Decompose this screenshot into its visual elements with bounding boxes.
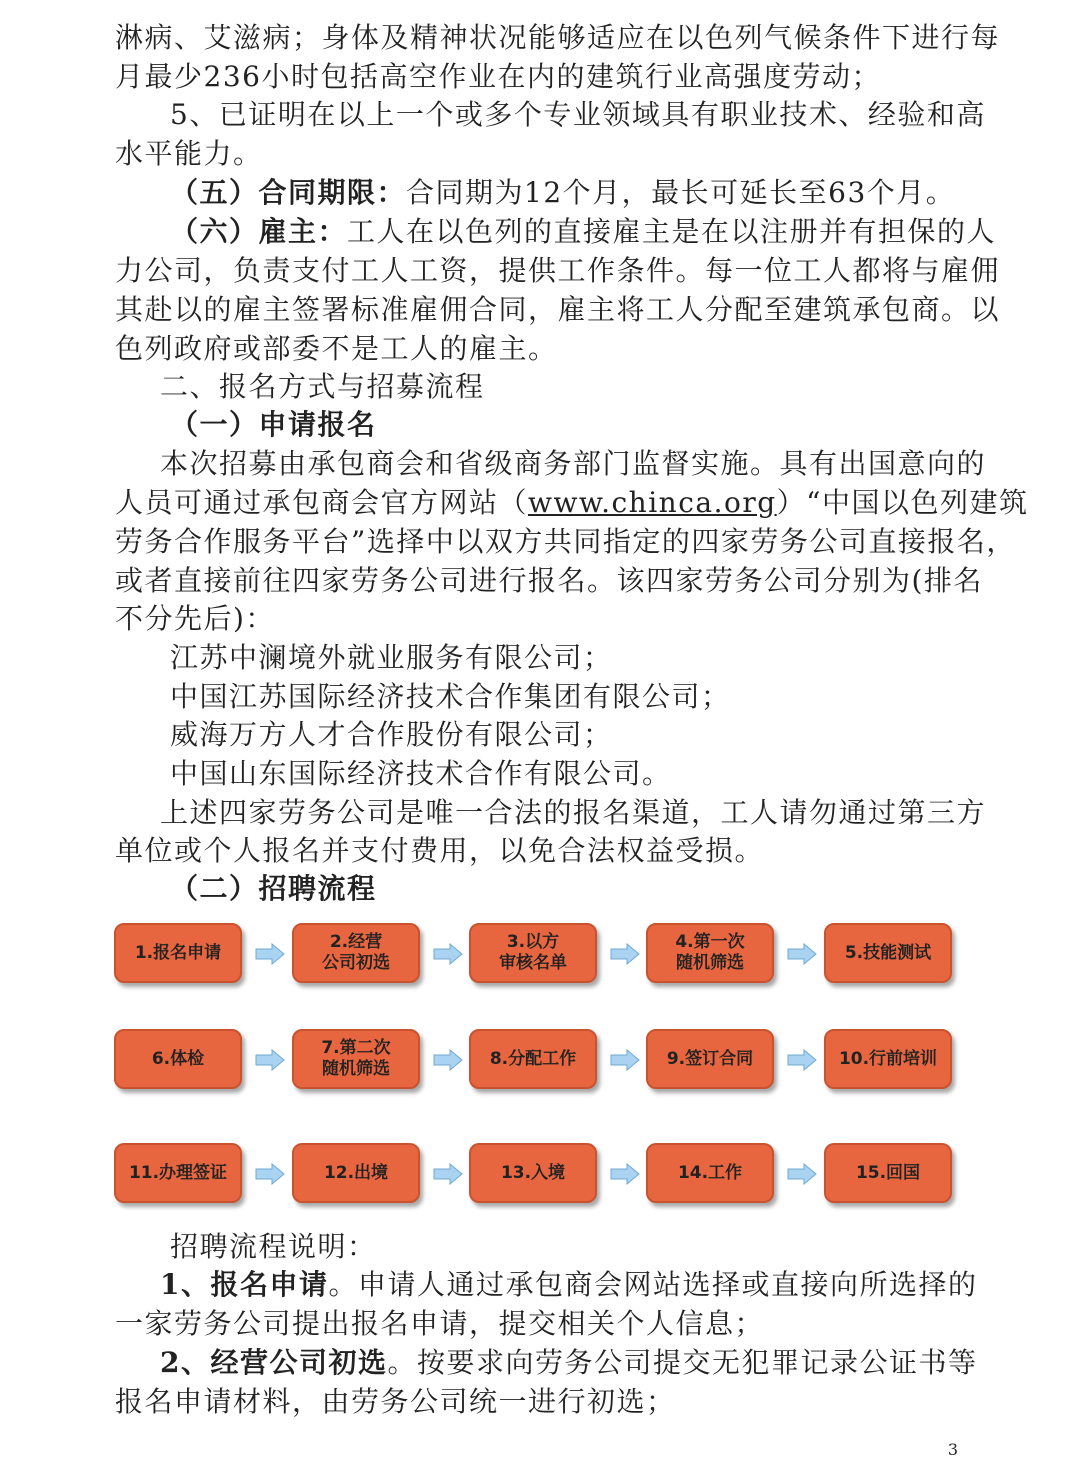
right-arrow-icon — [610, 1049, 640, 1071]
paragraph-line: 本次招募由承包商会和省级商务部门监督实施。具有出国意向的 — [160, 447, 987, 480]
right-arrow-icon — [255, 943, 285, 965]
flow-step-box: 7.第二次 随机筛选 — [292, 1029, 420, 1089]
employer-line — [170, 213, 996, 251]
step1-line — [160, 1266, 978, 1304]
flow-step-box: 14.工作 — [646, 1143, 774, 1203]
flow-step-box: 2.经营 公司初选 — [292, 923, 420, 983]
paragraph-line: 色列政府或部委不是工人的雇主。 — [115, 332, 558, 365]
step1-label: 1、报名申请 — [160, 1268, 329, 1301]
contract-term-text: 合同期为12个月，最长可延长至63个月。 — [406, 176, 956, 209]
right-arrow-icon — [255, 1049, 285, 1071]
company-item: 中国山东国际经济技术合作有限公司。 — [170, 757, 672, 790]
paragraph-line: 力公司，负责支付工人工资，提供工作条件。每一位工人都将与雇佣 — [115, 254, 1001, 287]
paragraph-line: 上述四家劳务公司是唯一合法的报名渠道，工人请勿通过第三方 — [160, 796, 987, 829]
flow-step-box: 15.回国 — [824, 1143, 952, 1203]
flow-step-box: 5.技能测试 — [824, 923, 952, 983]
paragraph-line: 单位或个人报名并支付费用，以免合法权益受损。 — [115, 834, 765, 867]
right-arrow-icon — [433, 1163, 463, 1185]
flow-step-box: 13.入境 — [469, 1143, 597, 1203]
company-item: 中国江苏国际经济技术合作集团有限公司； — [170, 680, 731, 713]
flow-step-box: 6.体检 — [114, 1029, 242, 1089]
paragraph-line: 5、已证明在以上一个或多个专业领域具有职业技术、经验和高 — [170, 98, 986, 131]
website-link[interactable]: www.chinca.org — [528, 486, 777, 519]
flow-step-box: 12.出境 — [292, 1143, 420, 1203]
right-arrow-icon — [433, 1049, 463, 1071]
right-arrow-icon — [255, 1163, 285, 1185]
right-arrow-icon — [787, 1049, 817, 1071]
paragraph-line: 不分先后)： — [115, 602, 275, 635]
flow-step-box: 3.以方 审核名单 — [469, 923, 597, 983]
right-arrow-icon — [433, 943, 463, 965]
flow-step-box: 1.报名申请 — [114, 923, 242, 983]
contract-term-line — [170, 174, 955, 212]
flow-step-box: 11.办理签证 — [114, 1143, 242, 1203]
right-arrow-icon — [787, 943, 817, 965]
step1-text: 。申请人通过承包商会网站选择或直接向所选择的 — [328, 1268, 978, 1301]
paragraph-line: 报名申请材料，由劳务公司统一进行初选； — [115, 1385, 676, 1418]
paragraph-line: 劳务合作服务平台”选择中以双方共同指定的四家劳务公司直接报名， — [115, 525, 1016, 558]
flow-step-box: 9.签订合同 — [646, 1029, 774, 1089]
paragraph-line: 淋病、艾滋病；身体及精神状况能够适应在以色列气候条件下进行每 — [115, 21, 1001, 54]
flow-step-box: 10.行前培训 — [824, 1029, 952, 1089]
flow-step-box: 8.分配工作 — [469, 1029, 597, 1089]
step2-label: 2、经营公司初选 — [160, 1346, 388, 1379]
flow-description-title: 招聘流程说明： — [170, 1230, 377, 1263]
section-heading: 二、报名方式与招募流程 — [160, 370, 485, 403]
employer-text: 工人在以色列的直接雇主是在以注册并有担保的人 — [347, 215, 997, 248]
flow-step-box: 4.第一次 随机筛选 — [646, 923, 774, 983]
page-number: 3 — [947, 1440, 958, 1459]
subsection-heading: （一）申请报名 — [170, 408, 377, 441]
right-arrow-icon — [787, 1163, 817, 1185]
employer-label: （六）雇主： — [170, 215, 348, 248]
paragraph-line: 一家劳务公司提出报名申请，提交相关个人信息； — [115, 1307, 765, 1340]
website-line — [115, 484, 1028, 522]
paragraph-line: 水平能力。 — [115, 137, 263, 170]
right-arrow-icon — [610, 943, 640, 965]
paragraph-line: 或者直接前往四家劳务公司进行报名。该四家劳务公司分别为(排名 — [115, 564, 983, 597]
step2-line — [160, 1344, 978, 1382]
company-item: 威海万方人才合作股份有限公司； — [170, 718, 613, 751]
step2-text: 。按要求向劳务公司提交无犯罪记录公证书等 — [387, 1346, 978, 1379]
paragraph-line: 月最少236小时包括高空作业在内的建筑行业高强度劳动； — [115, 60, 881, 93]
right-arrow-icon — [610, 1163, 640, 1185]
company-item: 江苏中澜境外就业服务有限公司； — [170, 641, 613, 674]
paragraph-line: 其赴以的雇主签署标准雇佣合同，雇主将工人分配至建筑承包商。以 — [115, 293, 1001, 326]
subsection-heading: （二）招聘流程 — [170, 872, 377, 905]
website-suffix: ）“中国以色列建筑 — [776, 486, 1029, 519]
contract-term-label: （五）合同期限： — [170, 176, 407, 209]
website-prefix: 人员可通过承包商会官方网站（ — [115, 486, 529, 519]
